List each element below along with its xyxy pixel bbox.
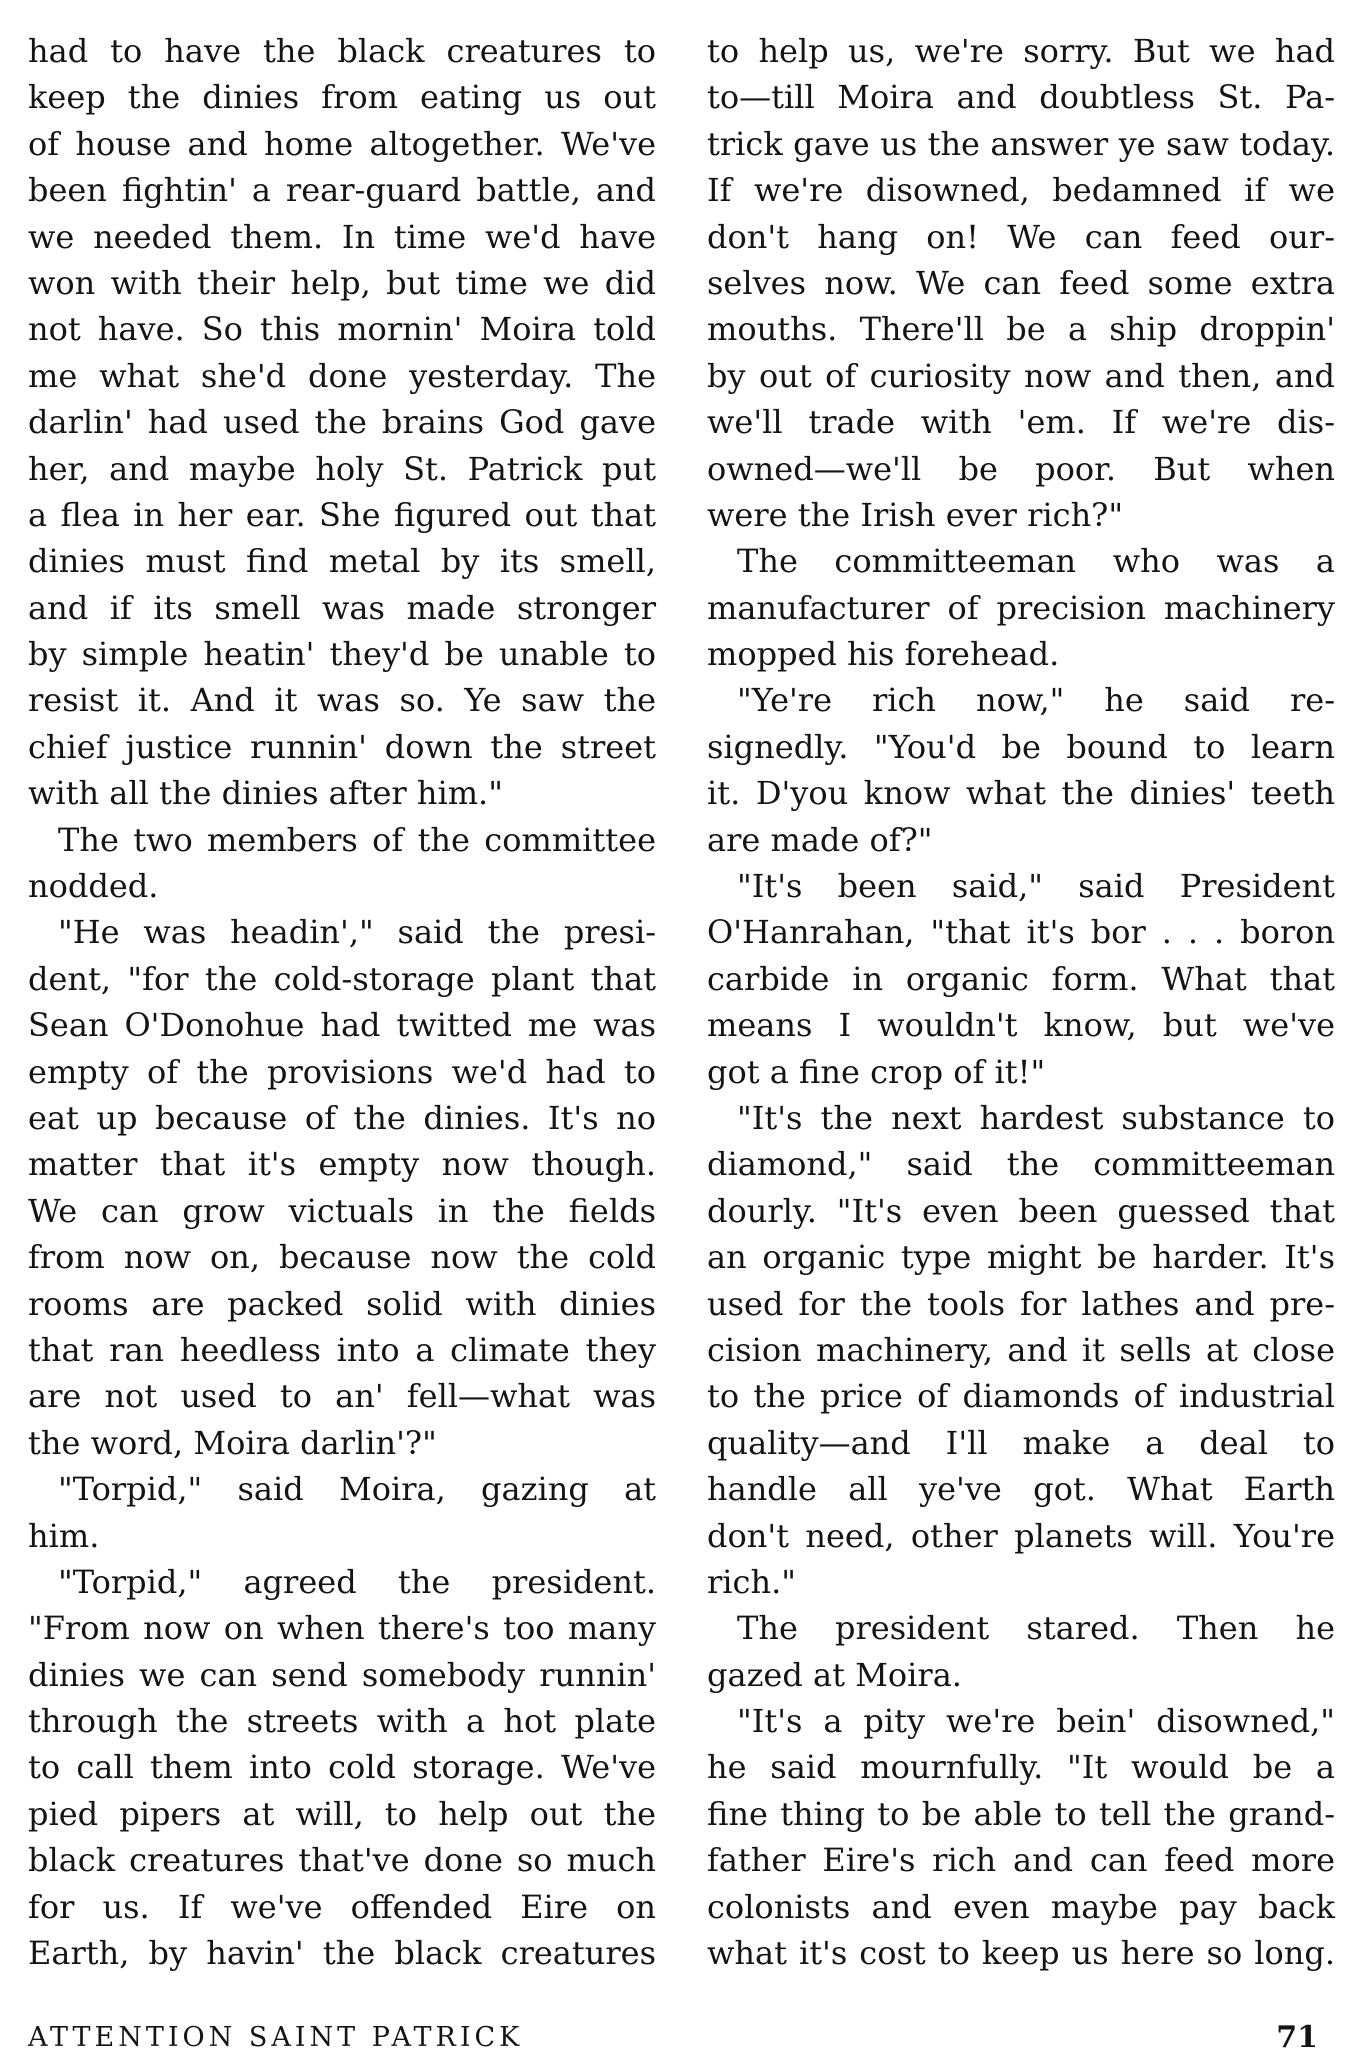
text-column-left (28, 28, 656, 1976)
text-line: black creatures that've done so much (28, 1841, 656, 1880)
text-line: dinies we can send somebody runnin' (28, 1655, 656, 1694)
text-line: chief justice runnin' down the street (28, 727, 656, 766)
text-line: dent, "for the cold-storage plant that (28, 959, 656, 998)
text-line: gazed at Moira. (707, 1655, 962, 1694)
text-line: been fightin' a rear-guard battle, and (28, 171, 656, 210)
text-line: for us. If we've offended Eire on (28, 1887, 656, 1926)
text-line: trick gave us the answer ye saw today. (707, 124, 1335, 163)
text-line: handle all ye've got. What Earth (707, 1470, 1335, 1509)
text-line: pied pipers at will, to help out the (28, 1794, 656, 1833)
text-line: The president stared. Then he (737, 1609, 1335, 1648)
text-line: The two members of the committee (58, 820, 656, 859)
text-line: dinies must find metal by its smell, (28, 542, 656, 581)
text-line: "From now on when there's too many (28, 1609, 656, 1648)
text-line: to the price of diamonds of industrial (707, 1377, 1335, 1416)
text-line: cision machinery, and it sells at close (707, 1330, 1335, 1369)
text-line: it. D'you know what the dinies' teeth (707, 774, 1335, 813)
text-line: by simple heatin' they'd be unable to (28, 635, 656, 674)
text-line: mouths. There'll be a ship droppin' (707, 310, 1335, 349)
running-title: ATTENTION SAINT PATRICK (28, 2022, 524, 2053)
text-line: from now on, because now the cold (28, 1238, 656, 1277)
text-line: manufacturer of precision machinery (707, 588, 1335, 627)
text-line: had to have the black creatures to (28, 32, 656, 70)
text-line: "He was headin'," said the presi- (58, 913, 656, 952)
text-line: "It's been said," said President (737, 867, 1335, 906)
text-line: Sean O'Donohue had twitted me was (28, 1006, 656, 1045)
text-line: resist it. And it was so. Ye saw the (28, 681, 656, 720)
text-line: won with their help, but time we did (28, 263, 656, 302)
text-column-right (707, 28, 1335, 1976)
text-line: darlin' had used the brains God gave (28, 403, 656, 442)
text-line: don't hang on! We can feed our- (707, 217, 1335, 256)
page-footer (28, 2018, 1318, 2058)
text-line: "It's a pity we're bein' disowned," (737, 1702, 1335, 1741)
text-line: signedly. "You'd be bound to learn (707, 727, 1335, 766)
text-line: don't need, other planets will. You're (707, 1516, 1335, 1555)
text-line: he said mournfully. "It would be a (707, 1748, 1335, 1787)
text-line: the word, Moira darlin'?" (28, 1423, 437, 1462)
text-line: quality—and I'll make a deal to (707, 1423, 1335, 1462)
text-line: are not used to an' fell—what was (28, 1377, 656, 1416)
text-line: "Ye're rich now," he said re- (737, 681, 1335, 720)
text-line: a flea in her ear. She figured out that (28, 495, 656, 534)
text-line: "It's the next hardest substance to (737, 1098, 1335, 1137)
text-line: If we're disowned, bedamned if we (707, 171, 1335, 210)
text-line: we'll trade with 'em. If we're dis- (707, 403, 1335, 442)
text-line: we needed them. In time we'd have (28, 217, 656, 256)
text-line: dourly. "It's even been guessed that (707, 1191, 1335, 1230)
text-line: father Eire's rich and can feed more (707, 1841, 1335, 1880)
text-line: not have. So this mornin' Moira told (28, 310, 656, 349)
text-line: through the streets with a hot plate (28, 1702, 656, 1741)
text-line: him. (28, 1516, 100, 1555)
text-line: with all the dinies after him." (28, 774, 503, 813)
text-line: fine thing to be able to tell the grand- (707, 1794, 1335, 1833)
text-line: by out of curiosity now and then, and (707, 356, 1335, 395)
text-line: rich." (707, 1562, 796, 1601)
text-line: mopped his forehead. (707, 635, 1060, 674)
text-line: keep the dinies from eating us out (28, 78, 656, 117)
text-line: matter that it's empty now though. (28, 1145, 656, 1184)
text-line: are made of?" (707, 820, 933, 859)
text-line: to—till Moira and doubtless St. Pa- (707, 78, 1335, 117)
text-line: The committeeman who was a (737, 542, 1335, 581)
text-line: empty of the provisions we'd had to (28, 1052, 656, 1091)
text-line: eat up because of the dinies. It's no (28, 1098, 656, 1137)
text-line: used for the tools for lathes and pre- (707, 1284, 1335, 1323)
text-line: "Torpid," said Moira, gazing at (58, 1470, 656, 1509)
text-line: what it's cost to keep us here so long. (707, 1934, 1335, 1973)
text-line: means I wouldn't know, but we've (707, 1006, 1335, 1045)
text-line: got a fine crop of it!" (707, 1052, 1046, 1091)
text-line: of house and home altogether. We've (28, 124, 656, 163)
text-line: to help us, we're sorry. But we had (707, 32, 1335, 70)
text-line: and if its smell was made stronger (28, 588, 656, 627)
text-line: diamond," said the committeeman (707, 1145, 1335, 1184)
text-line: "Torpid," agreed the president. (58, 1562, 656, 1601)
text-line: an organic type might be harder. It's (707, 1238, 1335, 1277)
text-line: carbide in organic form. What that (707, 959, 1335, 998)
text-line: We can grow victuals in the fields (28, 1191, 656, 1230)
text-line: Earth, by havin' the black creatures (28, 1934, 656, 1973)
text-line: to call them into cold storage. We've (28, 1748, 656, 1787)
text-line: colonists and even maybe pay back (707, 1887, 1335, 1926)
text-line: O'Hanrahan, "that it's bor . . . boron (707, 913, 1335, 952)
page-number: 71 (1276, 2020, 1318, 2055)
text-line: selves now. We can feed some extra (707, 263, 1335, 302)
text-line: her, and maybe holy St. Patrick put (28, 449, 656, 488)
text-line: owned—we'll be poor. But when (707, 449, 1335, 488)
text-line: rooms are packed solid with dinies (28, 1284, 656, 1323)
text-line: that ran heedless into a climate they (28, 1330, 656, 1369)
text-line: nodded. (28, 867, 159, 906)
text-line: were the Irish ever rich?" (707, 495, 1124, 534)
text-line: me what she'd done yesterday. The (28, 356, 656, 395)
